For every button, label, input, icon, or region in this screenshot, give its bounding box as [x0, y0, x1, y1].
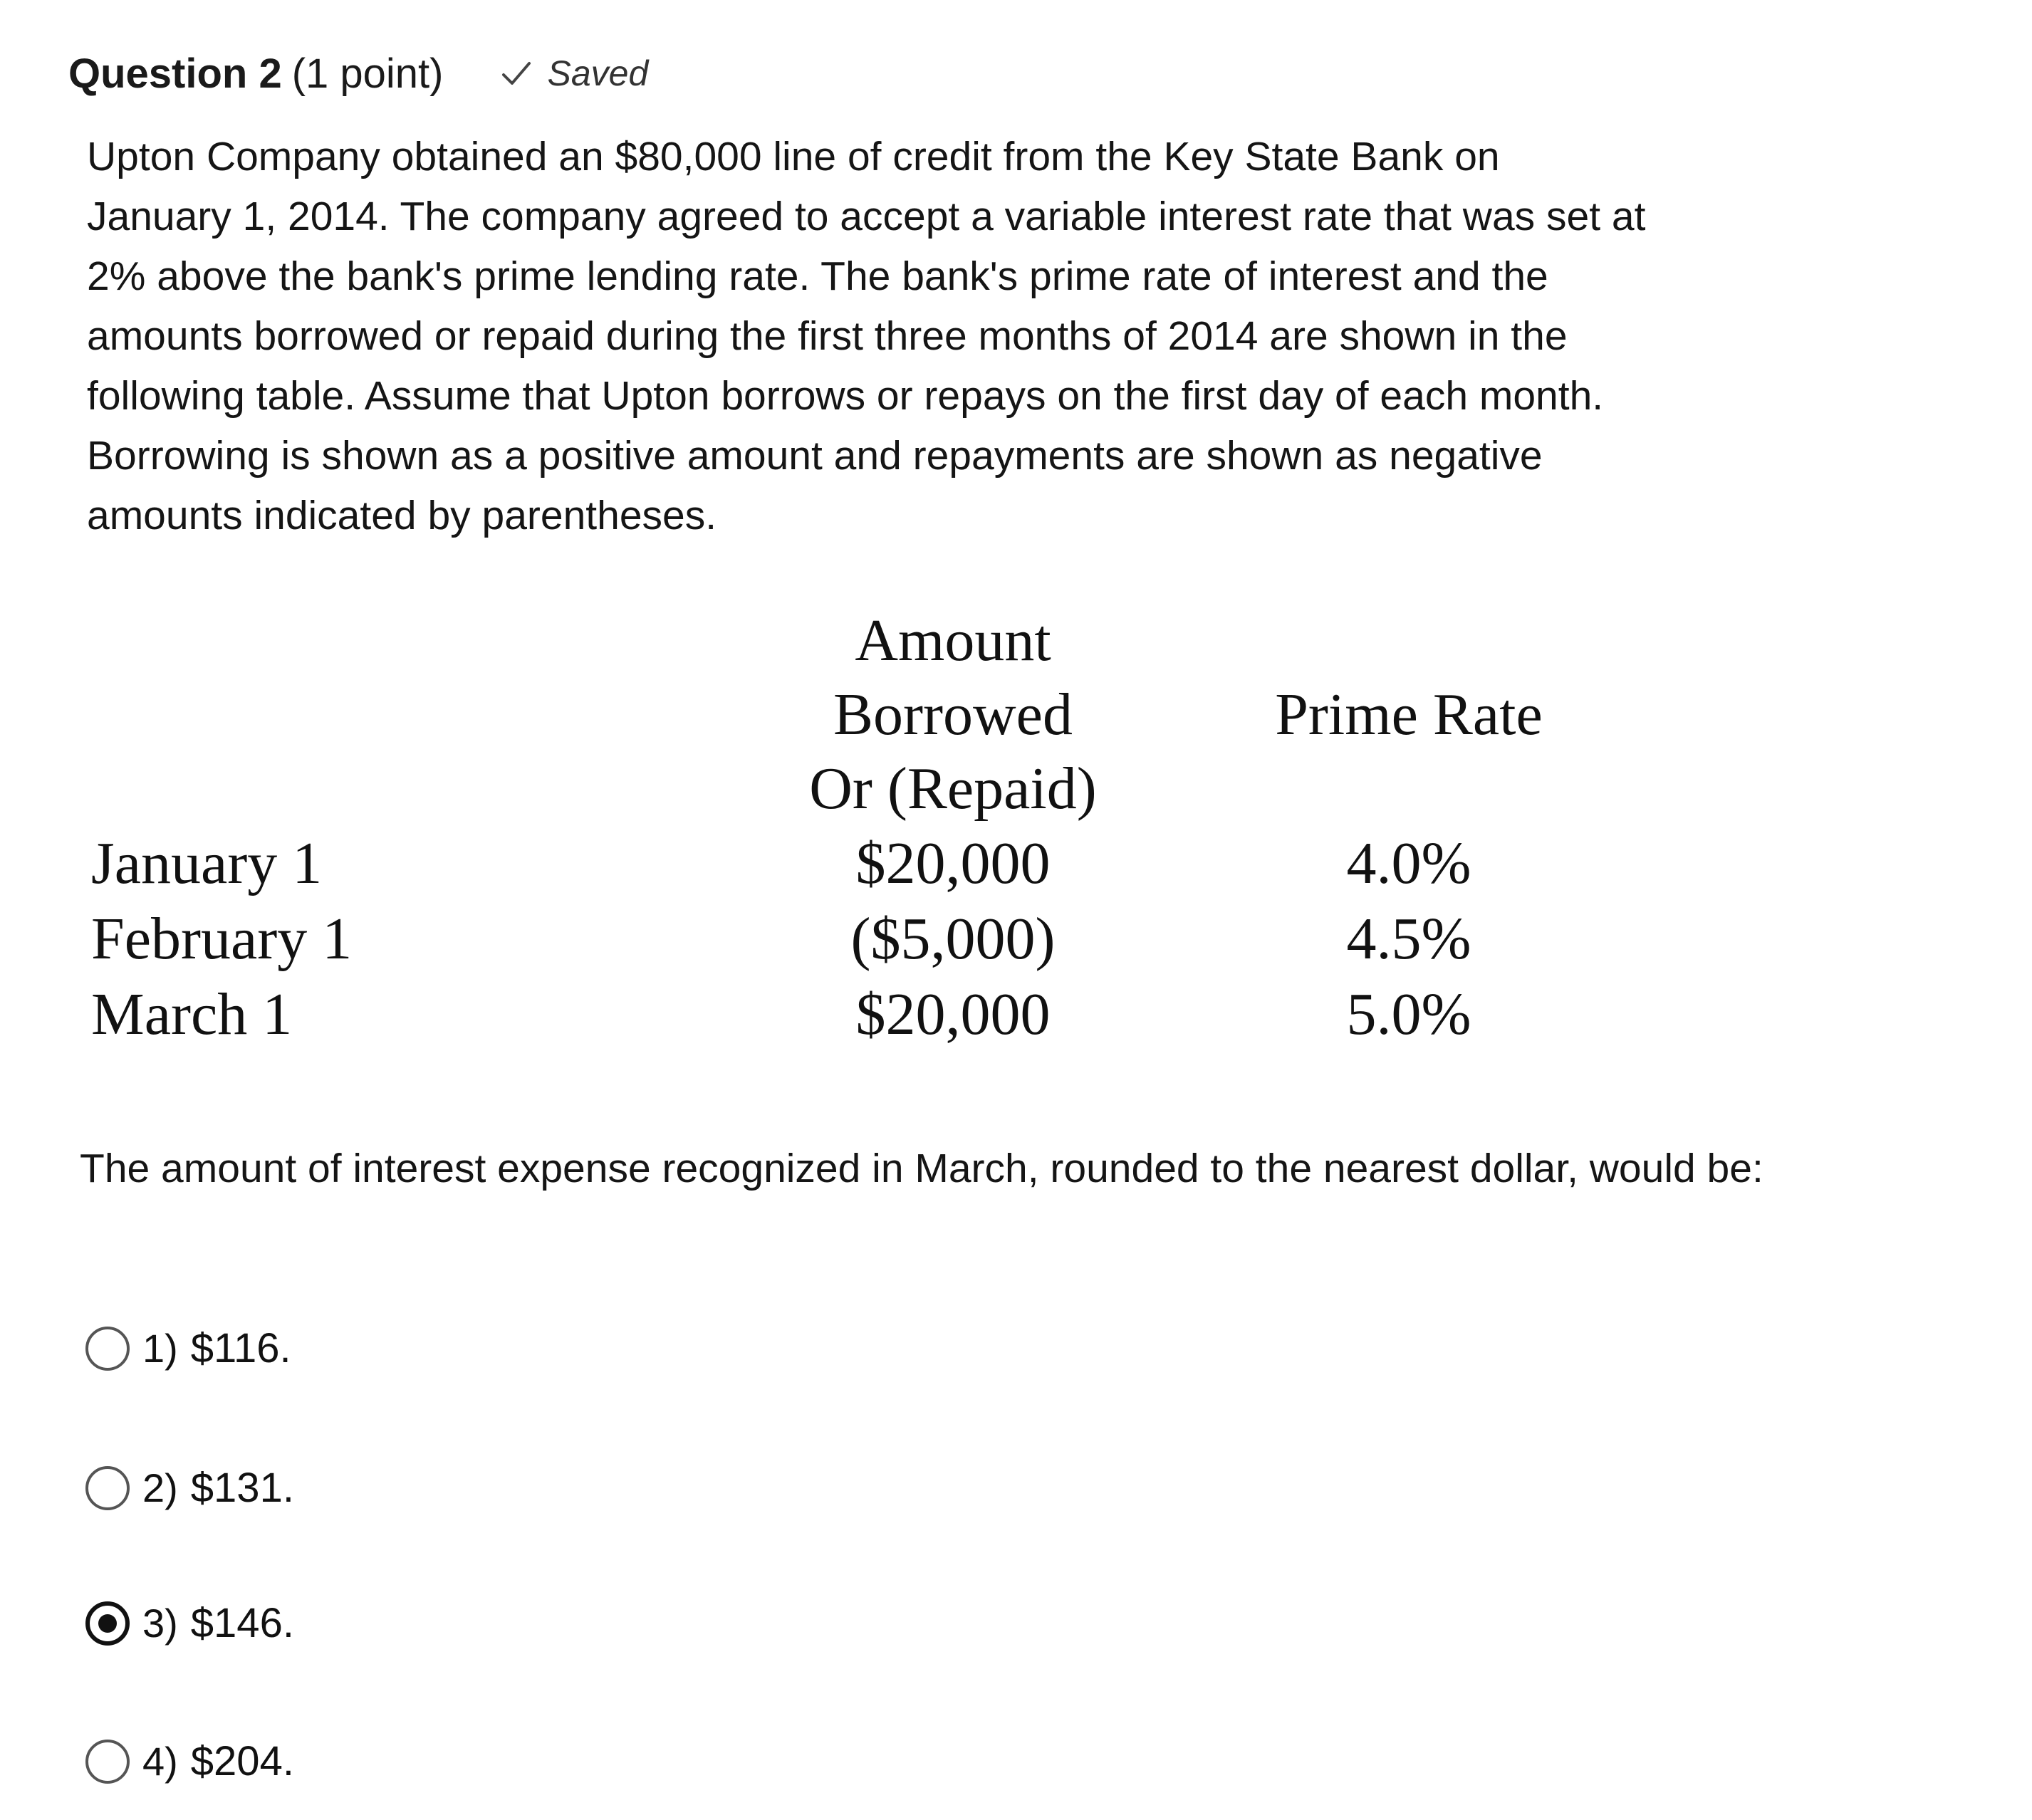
- table-row-date: March 1: [91, 981, 293, 1047]
- radio-button[interactable]: [85, 1466, 130, 1510]
- option-number: 4): [142, 1739, 178, 1784]
- option-number: 1): [142, 1326, 178, 1371]
- rate-column-header: [1160, 678, 1658, 752]
- option-number: 2): [142, 1465, 178, 1510]
- question-header: [68, 41, 648, 105]
- amount-header-line: Borrowed: [833, 681, 1073, 748]
- amount-header-line: Or (Repaid): [809, 755, 1097, 822]
- question-body: [87, 127, 1654, 545]
- option-value: $204.: [190, 1738, 294, 1784]
- saved-status: [501, 53, 649, 94]
- answer-option-3[interactable]: [85, 1599, 294, 1647]
- option-number: 3): [142, 1601, 178, 1646]
- rate-header-line: Prime Rate: [1275, 681, 1543, 748]
- option-value: $116.: [190, 1325, 291, 1371]
- check-icon: [501, 58, 532, 89]
- question-points: (1 point): [291, 50, 444, 97]
- radio-button[interactable]: [85, 1740, 130, 1784]
- option-value: $146.: [190, 1600, 294, 1646]
- question-prompt: The amount of interest expense recognized in March, rounded to the nearest dollar, would be:: [80, 1146, 1763, 1191]
- table-row-date: January 1: [91, 830, 323, 896]
- radio-button[interactable]: [85, 1327, 130, 1371]
- table-row-amount: ($5,000): [850, 906, 1056, 972]
- amount-header-line: Amount: [855, 607, 1051, 674]
- answer-option-1[interactable]: [85, 1324, 291, 1372]
- table-row-rate: 4.5%: [1346, 906, 1471, 972]
- table-row-date: February 1: [91, 906, 353, 972]
- radio-button[interactable]: [85, 1601, 130, 1646]
- table-row-amount: $20,000: [855, 981, 1051, 1047]
- option-value: $131.: [190, 1465, 294, 1511]
- table-row-rate: 4.0%: [1346, 830, 1471, 896]
- question-title: Question 2: [68, 50, 282, 97]
- answer-option-4[interactable]: [85, 1737, 294, 1785]
- saved-label: Saved: [547, 53, 649, 93]
- answer-option-2[interactable]: [85, 1464, 294, 1512]
- table-row-amount: $20,000: [855, 830, 1051, 896]
- table-row-rate: 5.0%: [1346, 981, 1471, 1047]
- question-text: Upton Company obtained an $80,000 line of credit from the Key State Bank on January 1, 2014. The company agreed to accept a variable interest rate that was set at 2% above the bank's prime lending rate. The bank's prime rate of interest and the amounts borrowed or repaid during the first three months of 2014 are shown in the following table. Assume that Upton borrows or repays on the first day of each month. Borrowing is shown as a positive amount and repayments are shown as negative amounts indicated by parentheses.: [87, 134, 1646, 538]
